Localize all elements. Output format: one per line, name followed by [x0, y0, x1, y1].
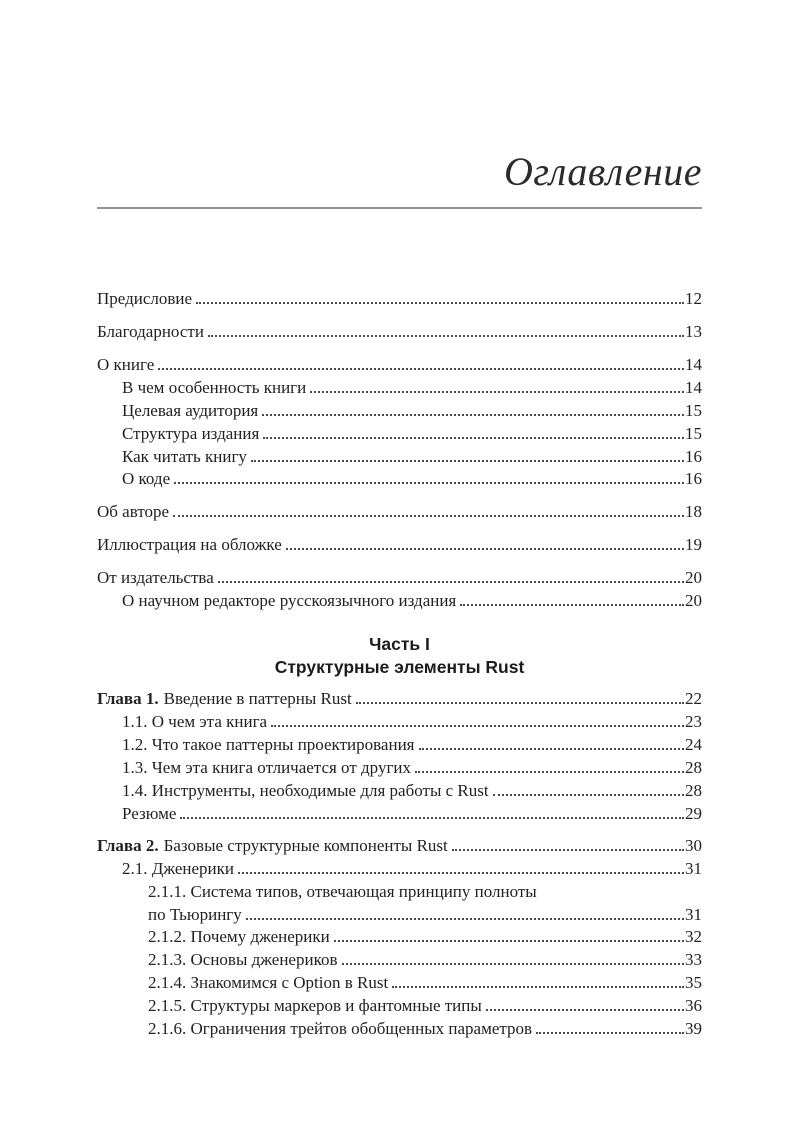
- toc-entry-page: 28: [685, 757, 702, 777]
- dot-leader: [180, 802, 684, 818]
- toc-entry-label: 2.1.2. Почему дженерики: [148, 927, 330, 947]
- dot-leader: [173, 501, 684, 517]
- toc-entry: [97, 501, 702, 524]
- chapter-prefix: Глава 1.: [97, 689, 159, 709]
- dot-leader: [262, 399, 684, 415]
- dot-leader: [460, 589, 684, 605]
- toc-entry-page: 14: [685, 355, 702, 375]
- part-number: Часть I: [369, 634, 430, 655]
- title-divider: [97, 207, 702, 209]
- toc-entry: [97, 711, 702, 734]
- toc-entry: [97, 422, 702, 445]
- toc-entry-label: 2.1.5. Структуры маркеров и фантомные типы: [148, 995, 482, 1015]
- dot-leader: [218, 566, 684, 582]
- toc-entry-label: 1.4. Инструменты, необходимые для работы с Rust: [122, 780, 489, 800]
- toc-entry-wrap-line: [97, 881, 702, 903]
- toc-entry: [97, 377, 702, 400]
- toc-entry-page: 15: [685, 423, 702, 443]
- toc-entry-page: 20: [685, 567, 702, 587]
- toc-entry: [97, 926, 702, 949]
- toc-entry-label: Об авторе: [97, 502, 170, 522]
- dot-leader: [536, 1017, 684, 1033]
- part-title: Структурные элементы Rust: [274, 656, 525, 677]
- toc-entry-page: 31: [685, 904, 702, 924]
- toc-entry-page: 32: [685, 927, 702, 947]
- toc-entry: [97, 445, 702, 468]
- dot-leader: [286, 534, 684, 550]
- toc-entry: [97, 779, 702, 802]
- toc-entry: [97, 802, 702, 825]
- toc-entry-label: Как читать книгу: [122, 446, 247, 466]
- dot-leader: [271, 711, 684, 727]
- dot-leader: [415, 756, 684, 772]
- toc-entry-page: 12: [685, 289, 702, 309]
- dot-leader: [342, 949, 685, 965]
- toc-entry-label: 2.1.4. Знакомимся с Option в Rust: [148, 973, 389, 993]
- dot-leader: [158, 354, 684, 370]
- toc-list: [97, 288, 702, 1040]
- dot-leader: [419, 734, 685, 750]
- toc-entry-page: 14: [685, 377, 702, 397]
- toc-entry-label: 2.1.6. Ограничения трейтов обобщенных параметров: [148, 1018, 533, 1038]
- toc-entry-label: 1.1. О чем эта книга: [122, 712, 268, 732]
- toc-entry-page: 29: [685, 803, 702, 823]
- toc-entry: [97, 399, 702, 422]
- toc-entry-label: 2.1. Дженерики: [122, 859, 235, 879]
- toc-entry: [97, 835, 702, 858]
- toc-entry-label: Базовые структурные компоненты Rust: [163, 836, 448, 856]
- page-title: Оглавление: [503, 149, 702, 194]
- toc-entry-page: 13: [685, 322, 702, 342]
- toc-entry-label: Введение в паттерны Rust: [163, 689, 352, 709]
- chapter-prefix: Глава 2.: [97, 836, 159, 856]
- toc-entry: [97, 949, 702, 972]
- toc-entry-label: 2.1.3. Основы дженериков: [148, 950, 338, 970]
- toc-entry-page: 35: [685, 973, 702, 993]
- toc-entry-label: Структура издания: [122, 423, 260, 443]
- toc-entry-page: 16: [685, 446, 702, 466]
- toc-entry-label: Целевая аудитория: [122, 400, 259, 420]
- part-heading: [97, 633, 702, 678]
- toc-entry-page: 30: [685, 836, 702, 856]
- toc-entry-page: 18: [685, 502, 702, 522]
- dot-leader: [263, 422, 684, 438]
- dot-leader: [251, 445, 684, 461]
- toc-entry-label: 2.1.1. Система типов, отвечающая принципу полноты: [148, 881, 537, 901]
- toc-entry-page: 33: [685, 950, 702, 970]
- toc-entry-page: 39: [685, 1018, 702, 1038]
- toc-entry-page: 36: [685, 995, 702, 1015]
- dot-leader: [334, 926, 684, 942]
- dot-leader: [493, 779, 684, 795]
- toc-entry-label: 1.2. Что такое паттерны проектирования: [122, 735, 415, 755]
- toc-entry: [97, 972, 702, 995]
- toc-entry: [97, 903, 702, 926]
- dot-leader: [486, 994, 684, 1010]
- toc-entry: [97, 994, 702, 1017]
- toc-entry-page: 31: [685, 859, 702, 879]
- dot-leader: [174, 468, 684, 484]
- toc-entry-label: Иллюстрация на обложке: [97, 535, 282, 555]
- dot-leader: [310, 377, 684, 393]
- toc-entry: [97, 1017, 702, 1040]
- dot-leader: [196, 288, 684, 304]
- toc-entry-page: 28: [685, 780, 702, 800]
- dot-leader: [246, 903, 684, 919]
- toc-entry: [97, 734, 702, 757]
- toc-entry-label: От издательства: [97, 567, 214, 587]
- toc-entry-page: 24: [685, 735, 702, 755]
- toc-entry-label: В чем особенность книги: [122, 377, 307, 397]
- toc-entry-label: 1.3. Чем эта книга отличается от других: [122, 757, 412, 777]
- toc-entry-page: 19: [685, 535, 702, 555]
- toc-entry: [97, 321, 702, 344]
- toc-entry: [97, 858, 702, 881]
- toc-entry: [97, 468, 702, 491]
- toc-entry-label: О книге: [97, 355, 155, 375]
- dot-leader: [238, 858, 684, 874]
- toc-entry: [97, 354, 702, 377]
- toc-entry-label: О научном редакторе русскоязычного издания: [122, 590, 457, 610]
- toc-entry-page: 23: [685, 712, 702, 732]
- toc-entry: [97, 534, 702, 557]
- toc-entry-page: 20: [685, 590, 702, 610]
- toc-entry-page: 16: [685, 469, 702, 489]
- toc-entry: [97, 589, 702, 612]
- toc-entry-page: 15: [685, 400, 702, 420]
- toc-entry-label: Предисловие: [97, 289, 193, 309]
- toc-entry: [97, 688, 702, 711]
- toc-entry: [97, 566, 702, 589]
- toc-entry: [97, 288, 702, 311]
- dot-leader: [392, 972, 684, 988]
- dot-leader: [208, 321, 684, 337]
- toc-entry-label: Благодарности: [97, 322, 204, 342]
- toc-entry: [97, 756, 702, 779]
- toc-entry-label: О коде: [122, 469, 171, 489]
- dot-leader: [452, 835, 684, 851]
- toc-entry-label: по Тьюрингу: [148, 904, 242, 924]
- toc-entry-page: 22: [685, 689, 702, 709]
- toc-entry-label: Резюме: [122, 803, 177, 823]
- dot-leader: [356, 688, 684, 704]
